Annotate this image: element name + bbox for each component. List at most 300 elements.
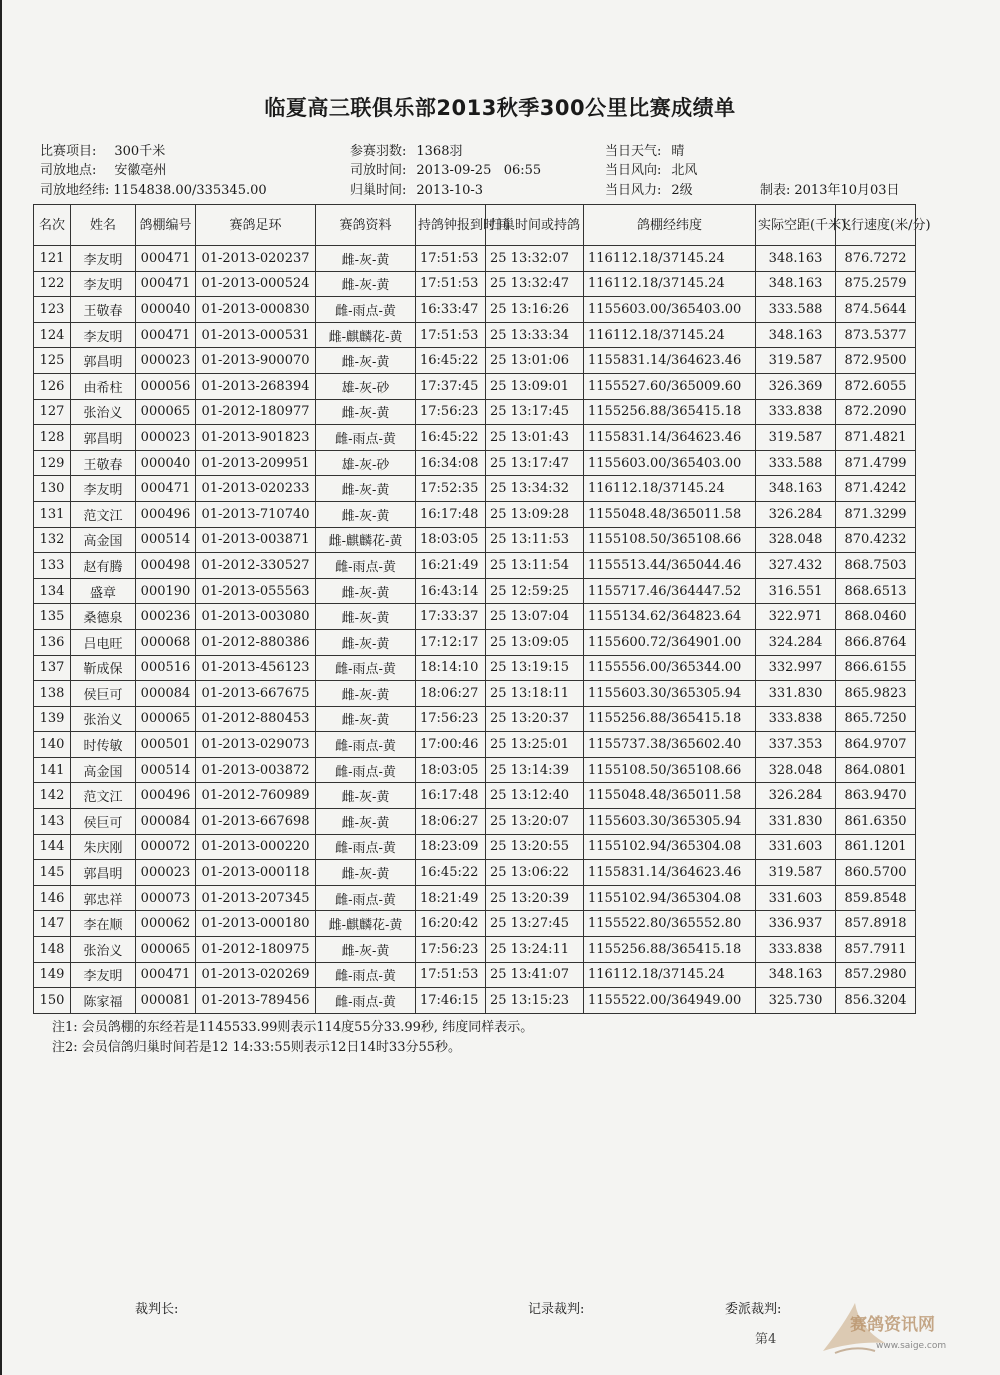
name-cell: 郭忠祥 <box>71 885 136 911</box>
rank-cell: 135 <box>34 604 71 630</box>
distance-cell: 331.603 <box>756 834 836 860</box>
loft-id-cell: 000516 <box>136 655 196 681</box>
name-cell: 郭昌明 <box>71 860 136 886</box>
distance-cell: 333.838 <box>756 399 836 425</box>
arrival-time-cell: 25 13:14:39 <box>486 757 584 783</box>
loft-coords-cell: 116112.18/37145.24 <box>584 271 756 297</box>
loft-coords-cell: 1155603.30/365305.94 <box>584 681 756 707</box>
bird-info-cell: 雌-灰-黄 <box>316 399 416 425</box>
name-cell: 朱庆刚 <box>71 834 136 860</box>
name-cell: 李友明 <box>71 962 136 988</box>
info-made-date <box>760 183 900 199</box>
distance-cell: 328.048 <box>756 757 836 783</box>
column-header: 实际空距(千米) <box>756 205 836 246</box>
clock-time-cell: 18:06:27 <box>416 681 486 707</box>
name-cell: 靳成保 <box>71 655 136 681</box>
name-cell: 郭昌明 <box>71 425 136 451</box>
arrival-time-cell: 25 13:20:07 <box>486 809 584 835</box>
bird-info-cell: 雄-灰-砂 <box>316 450 416 476</box>
ring-number-cell: 01-2013-789456 <box>196 988 316 1014</box>
bird-info-cell: 雌-灰-黄 <box>316 476 416 502</box>
speed-cell: 872.2090 <box>836 399 916 425</box>
rank-cell: 131 <box>34 501 71 527</box>
table-row <box>34 373 916 399</box>
bird-info-cell: 雌-灰-黄 <box>316 578 416 604</box>
table-row <box>34 834 916 860</box>
distance-cell: 324.284 <box>756 629 836 655</box>
watermark-brand: 赛鸽资讯网 <box>850 1315 935 1335</box>
bird-info-cell: 雌-灰-黄 <box>316 348 416 374</box>
rank-cell: 123 <box>34 297 71 323</box>
rank-cell: 140 <box>34 732 71 758</box>
ring-number-cell: 01-2013-667698 <box>196 809 316 835</box>
name-cell: 郭昌明 <box>71 348 136 374</box>
loft-id-cell: 000471 <box>136 962 196 988</box>
arrival-time-cell: 25 13:06:22 <box>486 860 584 886</box>
bird-info-cell: 雌-雨点-黄 <box>316 732 416 758</box>
ring-number-cell: 01-2012-880453 <box>196 706 316 732</box>
table-row <box>34 553 916 579</box>
name-cell: 侯巨可 <box>71 809 136 835</box>
info-value: 安徽亳州 <box>114 163 167 178</box>
speed-cell: 871.4799 <box>836 450 916 476</box>
name-cell: 赵有腾 <box>71 553 136 579</box>
name-cell: 由希柱 <box>71 373 136 399</box>
speed-cell: 865.9823 <box>836 681 916 707</box>
name-cell: 张治义 <box>71 399 136 425</box>
rank-cell: 130 <box>34 476 71 502</box>
info-value: 2013-09-25 06:55 <box>416 163 542 178</box>
clock-time-cell: 17:46:15 <box>416 988 486 1014</box>
info-label: 司放地经纬: <box>40 183 110 198</box>
name-cell: 时传敏 <box>71 732 136 758</box>
loft-coords-cell: 1155831.14/364623.46 <box>584 348 756 374</box>
arrival-time-cell: 25 13:20:39 <box>486 885 584 911</box>
name-cell: 李友明 <box>71 246 136 272</box>
bird-info-cell: 雌-灰-黄 <box>316 501 416 527</box>
table-row <box>34 348 916 374</box>
name-cell: 桑德泉 <box>71 604 136 630</box>
loft-coords-cell: 1155603.00/365403.00 <box>584 297 756 323</box>
loft-id-cell: 000065 <box>136 399 196 425</box>
clock-time-cell: 18:23:09 <box>416 834 486 860</box>
arrival-time-cell: 25 13:09:28 <box>486 501 584 527</box>
info-entries <box>350 144 462 160</box>
info-label: 司放地点: <box>40 163 97 178</box>
bird-info-cell: 雌-灰-黄 <box>316 860 416 886</box>
speed-cell: 860.5700 <box>836 860 916 886</box>
speed-cell: 857.7911 <box>836 937 916 963</box>
loft-id-cell: 000065 <box>136 937 196 963</box>
loft-coords-cell: 1155513.44/365044.46 <box>584 553 756 579</box>
table-row <box>34 322 916 348</box>
speed-cell: 873.5377 <box>836 322 916 348</box>
clock-time-cell: 17:52:35 <box>416 476 486 502</box>
arrival-time-cell: 25 13:34:32 <box>486 476 584 502</box>
rank-cell: 147 <box>34 911 71 937</box>
column-header: 名次 <box>34 205 71 246</box>
rank-cell: 122 <box>34 271 71 297</box>
loft-coords-cell: 1155603.00/365403.00 <box>584 450 756 476</box>
rank-cell: 142 <box>34 783 71 809</box>
distance-cell: 319.587 <box>756 860 836 886</box>
distance-cell: 348.163 <box>756 476 836 502</box>
clock-time-cell: 17:00:46 <box>416 732 486 758</box>
table-row <box>34 860 916 886</box>
rank-cell: 136 <box>34 629 71 655</box>
ring-number-cell: 01-2012-880386 <box>196 629 316 655</box>
ring-number-cell: 01-2013-020269 <box>196 962 316 988</box>
name-cell: 范文江 <box>71 783 136 809</box>
clock-time-cell: 16:33:47 <box>416 297 486 323</box>
ring-number-cell: 01-2013-000830 <box>196 297 316 323</box>
loft-coords-cell: 1155527.60/365009.60 <box>584 373 756 399</box>
ring-number-cell: 01-2013-268394 <box>196 373 316 399</box>
distance-cell: 333.838 <box>756 937 836 963</box>
loft-coords-cell: 116112.18/37145.24 <box>584 962 756 988</box>
bird-info-cell: 雌-麒麟花-黄 <box>316 322 416 348</box>
loft-id-cell: 000040 <box>136 297 196 323</box>
bird-info-cell: 雌-雨点-黄 <box>316 297 416 323</box>
speed-cell: 865.7250 <box>836 706 916 732</box>
arrival-time-cell: 25 13:12:40 <box>486 783 584 809</box>
speed-cell: 864.9707 <box>836 732 916 758</box>
distance-cell: 337.353 <box>756 732 836 758</box>
speed-cell: 861.6350 <box>836 809 916 835</box>
name-cell: 盛章 <box>71 578 136 604</box>
results-table <box>33 204 931 1014</box>
name-cell: 吕电旺 <box>71 629 136 655</box>
table-row <box>34 809 916 835</box>
loft-id-cell: 000501 <box>136 732 196 758</box>
loft-id-cell: 000471 <box>136 246 196 272</box>
rank-cell: 145 <box>34 860 71 886</box>
clock-time-cell: 18:03:05 <box>416 757 486 783</box>
ring-number-cell: 01-2012-330527 <box>196 553 316 579</box>
arrival-time-cell: 25 13:09:05 <box>486 629 584 655</box>
clock-time-cell: 17:51:53 <box>416 962 486 988</box>
loft-id-cell: 000023 <box>136 348 196 374</box>
loft-id-cell: 000023 <box>136 425 196 451</box>
column-header: 赛鸽资料 <box>316 205 416 246</box>
ring-number-cell: 01-2013-020237 <box>196 246 316 272</box>
arrival-time-cell: 25 13:41:07 <box>486 962 584 988</box>
rank-cell: 137 <box>34 655 71 681</box>
distance-cell: 336.937 <box>756 911 836 937</box>
arrival-time-cell: 25 13:27:45 <box>486 911 584 937</box>
loft-id-cell: 000498 <box>136 553 196 579</box>
bird-info-cell: 雌-灰-黄 <box>316 681 416 707</box>
distance-cell: 348.163 <box>756 322 836 348</box>
bird-info-cell: 雌-灰-黄 <box>316 271 416 297</box>
distance-cell: 333.838 <box>756 706 836 732</box>
speed-cell: 872.6055 <box>836 373 916 399</box>
clock-time-cell: 17:51:53 <box>416 322 486 348</box>
loft-coords-cell: 1155522.00/364949.00 <box>584 988 756 1014</box>
arrival-time-cell: 25 13:09:01 <box>486 373 584 399</box>
watermark-url: www.saige.com <box>876 1341 947 1351</box>
distance-cell: 326.284 <box>756 501 836 527</box>
loft-coords-cell: 1155108.50/365108.66 <box>584 527 756 553</box>
info-value: 1368羽 <box>416 144 463 159</box>
clock-time-cell: 16:43:14 <box>416 578 486 604</box>
column-header: 飞行速度(米/分) <box>836 205 916 246</box>
arrival-time-cell: 25 13:19:15 <box>486 655 584 681</box>
speed-cell: 871.4821 <box>836 425 916 451</box>
loft-coords-cell: 1155831.14/364623.46 <box>584 425 756 451</box>
rank-cell: 139 <box>34 706 71 732</box>
loft-id-cell: 000471 <box>136 271 196 297</box>
speed-cell: 857.8918 <box>836 911 916 937</box>
rank-cell: 141 <box>34 757 71 783</box>
info-value: 2级 <box>671 183 693 198</box>
arrival-time-cell: 25 13:20:55 <box>486 834 584 860</box>
bird-info-cell: 雌-灰-黄 <box>316 783 416 809</box>
loft-id-cell: 000023 <box>136 860 196 886</box>
ring-number-cell: 01-2013-207345 <box>196 885 316 911</box>
arrival-time-cell: 25 13:17:45 <box>486 399 584 425</box>
info-value: 300千米 <box>114 144 166 159</box>
speed-cell: 859.8548 <box>836 885 916 911</box>
name-cell: 李友明 <box>71 271 136 297</box>
name-cell: 王敬春 <box>71 450 136 476</box>
table-row <box>34 783 916 809</box>
info-release-coords <box>40 183 267 199</box>
clock-time-cell: 16:45:22 <box>416 348 486 374</box>
bird-info-cell: 雌-灰-黄 <box>316 604 416 630</box>
arrival-time-cell: 25 13:25:01 <box>486 732 584 758</box>
speed-cell: 875.2579 <box>836 271 916 297</box>
rank-cell: 134 <box>34 578 71 604</box>
loft-coords-cell: 116112.18/37145.24 <box>584 322 756 348</box>
arrival-time-cell: 25 13:20:37 <box>486 706 584 732</box>
loft-id-cell: 000084 <box>136 809 196 835</box>
table-row <box>34 885 916 911</box>
table-row <box>34 271 916 297</box>
table-row <box>34 962 916 988</box>
distance-cell: 331.830 <box>756 809 836 835</box>
rank-cell: 128 <box>34 425 71 451</box>
clock-time-cell: 16:17:48 <box>416 501 486 527</box>
arrival-time-cell: 25 13:01:06 <box>486 348 584 374</box>
speed-cell: 871.4242 <box>836 476 916 502</box>
loft-id-cell: 000040 <box>136 450 196 476</box>
info-release-place <box>40 163 166 179</box>
ring-number-cell: 01-2013-209951 <box>196 450 316 476</box>
bird-info-cell: 雌-雨点-黄 <box>316 962 416 988</box>
column-header: 赛鸽足环 <box>196 205 316 246</box>
page-number: 第4 <box>755 1332 777 1347</box>
table-row <box>34 937 916 963</box>
table-row <box>34 425 916 451</box>
table-header-row <box>34 205 916 246</box>
info-wind-dir <box>605 163 697 179</box>
clock-time-cell: 18:06:27 <box>416 809 486 835</box>
page-edge <box>0 0 2 1375</box>
arrival-time-cell: 25 13:18:11 <box>486 681 584 707</box>
distance-cell: 348.163 <box>756 962 836 988</box>
ring-number-cell: 01-2013-003080 <box>196 604 316 630</box>
rank-cell: 121 <box>34 246 71 272</box>
clock-time-cell: 18:14:10 <box>416 655 486 681</box>
arrival-time-cell: 25 12:59:25 <box>486 578 584 604</box>
speed-cell: 857.2980 <box>836 962 916 988</box>
info-weather <box>605 144 684 160</box>
clock-time-cell: 16:21:49 <box>416 553 486 579</box>
loft-id-cell: 000065 <box>136 706 196 732</box>
arrival-time-cell: 25 13:07:04 <box>486 604 584 630</box>
ring-number-cell: 01-2013-003872 <box>196 757 316 783</box>
speed-cell: 868.7503 <box>836 553 916 579</box>
rank-cell: 144 <box>34 834 71 860</box>
loft-coords-cell: 1155134.62/364823.64 <box>584 604 756 630</box>
clock-time-cell: 16:20:42 <box>416 911 486 937</box>
distance-cell: 322.971 <box>756 604 836 630</box>
rank-cell: 138 <box>34 681 71 707</box>
chief-judge-signature: 裁判长: <box>135 1302 179 1317</box>
table-row <box>34 297 916 323</box>
table-row <box>34 681 916 707</box>
arrival-time-cell: 25 13:32:07 <box>486 246 584 272</box>
note-1: 注1: 会员鸽棚的东经若是1145533.99则表示114度55分33.99秒, 纬度同样表示。 <box>52 1020 534 1035</box>
table-row <box>34 501 916 527</box>
table-row <box>34 604 916 630</box>
bird-info-cell: 雌-雨点-黄 <box>316 757 416 783</box>
table-row <box>34 706 916 732</box>
distance-cell: 326.369 <box>756 373 836 399</box>
ring-number-cell: 01-2012-760989 <box>196 783 316 809</box>
info-label: 当日天气: <box>605 144 662 159</box>
info-return-time <box>350 183 483 199</box>
appointed-judge-signature: 委派裁判: <box>725 1302 782 1317</box>
distance-cell: 319.587 <box>756 348 836 374</box>
speed-cell: 871.3299 <box>836 501 916 527</box>
loft-id-cell: 000190 <box>136 578 196 604</box>
info-label: 归巢时间: <box>350 183 407 198</box>
rank-cell: 127 <box>34 399 71 425</box>
arrival-time-cell: 25 13:01:43 <box>486 425 584 451</box>
name-cell: 张治义 <box>71 706 136 732</box>
distance-cell: 331.830 <box>756 681 836 707</box>
loft-id-cell: 000496 <box>136 501 196 527</box>
speed-cell: 874.5644 <box>836 297 916 323</box>
arrival-time-cell: 25 13:24:11 <box>486 937 584 963</box>
loft-coords-cell: 1155600.72/364901.00 <box>584 629 756 655</box>
distance-cell: 328.048 <box>756 527 836 553</box>
clock-time-cell: 18:21:49 <box>416 885 486 911</box>
rank-cell: 129 <box>34 450 71 476</box>
rank-cell: 126 <box>34 373 71 399</box>
bird-info-cell: 雌-灰-黄 <box>316 706 416 732</box>
loft-id-cell: 000514 <box>136 527 196 553</box>
speed-cell: 872.9500 <box>836 348 916 374</box>
clock-time-cell: 18:03:05 <box>416 527 486 553</box>
loft-coords-cell: 1155256.88/365415.18 <box>584 399 756 425</box>
arrival-time-cell: 25 13:11:53 <box>486 527 584 553</box>
rank-cell: 132 <box>34 527 71 553</box>
speed-cell: 868.0460 <box>836 604 916 630</box>
distance-cell: 319.587 <box>756 425 836 451</box>
info-release-time <box>350 163 541 179</box>
bird-info-cell: 雌-灰-黄 <box>316 937 416 963</box>
loft-coords-cell: 1155048.48/365011.58 <box>584 501 756 527</box>
info-value: 2013-10-3 <box>416 183 484 198</box>
bird-info-cell: 雌-灰-黄 <box>316 629 416 655</box>
loft-coords-cell: 1155717.46/364447.52 <box>584 578 756 604</box>
arrival-time-cell: 25 13:32:47 <box>486 271 584 297</box>
name-cell: 侯巨可 <box>71 681 136 707</box>
rank-cell: 143 <box>34 809 71 835</box>
arrival-time-cell: 25 13:11:54 <box>486 553 584 579</box>
ring-number-cell: 01-2013-000220 <box>196 834 316 860</box>
distance-cell: 325.730 <box>756 988 836 1014</box>
bird-info-cell: 雌-雨点-黄 <box>316 885 416 911</box>
table-row <box>34 988 916 1014</box>
name-cell: 张治义 <box>71 937 136 963</box>
distance-cell: 331.603 <box>756 885 836 911</box>
clock-time-cell: 17:56:23 <box>416 706 486 732</box>
name-cell: 高金国 <box>71 527 136 553</box>
info-value: 晴 <box>671 144 685 159</box>
loft-id-cell: 000471 <box>136 476 196 502</box>
distance-cell: 333.588 <box>756 297 836 323</box>
loft-coords-cell: 1155108.50/365108.66 <box>584 757 756 783</box>
table-row <box>34 450 916 476</box>
clock-time-cell: 16:17:48 <box>416 783 486 809</box>
ring-number-cell: 01-2012-180977 <box>196 399 316 425</box>
table-row <box>34 732 916 758</box>
distance-cell: 332.997 <box>756 655 836 681</box>
speed-cell: 864.0801 <box>836 757 916 783</box>
ring-number-cell: 01-2013-901823 <box>196 425 316 451</box>
note-2: 注2: 会员信鸽归巢时间若是12 14:33:55则表示12日14时33分55秒。 <box>52 1040 462 1055</box>
rank-cell: 148 <box>34 937 71 963</box>
info-value: 2013年10月03日 <box>794 183 900 198</box>
loft-id-cell: 000056 <box>136 373 196 399</box>
name-cell: 李友明 <box>71 476 136 502</box>
name-cell: 范文江 <box>71 501 136 527</box>
speed-cell: 861.1201 <box>836 834 916 860</box>
clock-time-cell: 16:45:22 <box>416 860 486 886</box>
bird-info-cell: 雌-灰-黄 <box>316 809 416 835</box>
clock-time-cell: 16:45:22 <box>416 425 486 451</box>
bird-info-cell: 雌-麒麟花-黄 <box>316 911 416 937</box>
column-header: 归巢时间或持鸽 <box>486 205 584 246</box>
loft-id-cell: 000471 <box>136 322 196 348</box>
distance-cell: 348.163 <box>756 271 836 297</box>
loft-id-cell: 000062 <box>136 911 196 937</box>
loft-coords-cell: 1155556.00/365344.00 <box>584 655 756 681</box>
record-judge-signature: 记录裁判: <box>528 1302 585 1317</box>
ring-number-cell: 01-2013-003871 <box>196 527 316 553</box>
column-header: 鸽棚经纬度 <box>584 205 756 246</box>
info-race-item <box>40 144 165 160</box>
arrival-time-cell: 25 13:15:23 <box>486 988 584 1014</box>
bird-info-cell: 雌-雨点-黄 <box>316 988 416 1014</box>
info-label: 当日风力: <box>605 183 662 198</box>
ring-number-cell: 01-2013-710740 <box>196 501 316 527</box>
loft-id-cell: 000081 <box>136 988 196 1014</box>
loft-coords-cell: 1155048.48/365011.58 <box>584 783 756 809</box>
table-body <box>34 246 916 1014</box>
info-wind-force <box>605 183 693 199</box>
speed-cell: 870.4232 <box>836 527 916 553</box>
table-row <box>34 757 916 783</box>
distance-cell: 327.432 <box>756 553 836 579</box>
clock-time-cell: 17:33:37 <box>416 604 486 630</box>
loft-coords-cell: 116112.18/37145.24 <box>584 246 756 272</box>
speed-cell: 866.6155 <box>836 655 916 681</box>
